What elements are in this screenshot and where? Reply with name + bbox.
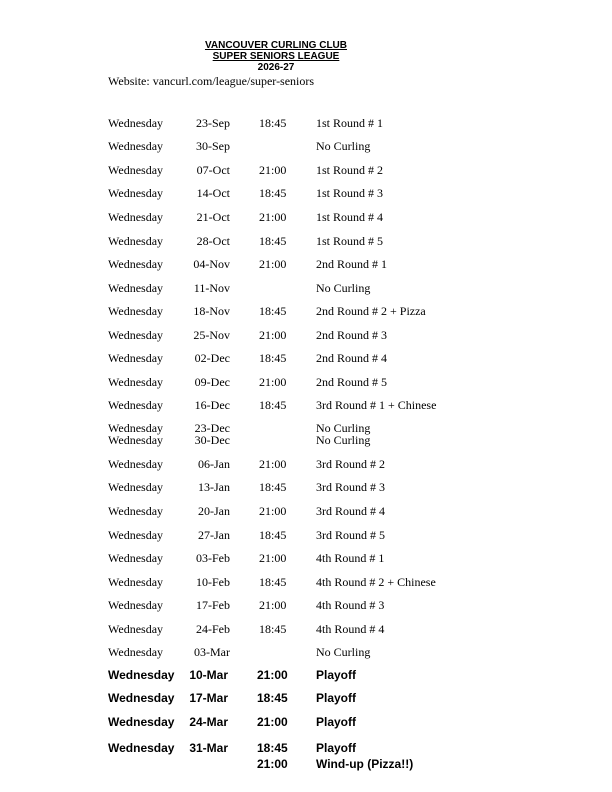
row-day: Wednesday bbox=[108, 575, 164, 589]
row-date: 03-Feb bbox=[196, 551, 230, 565]
row-time: 21:00 bbox=[257, 668, 288, 682]
row-time: 21:00 bbox=[259, 257, 287, 271]
row-event: Playoff bbox=[316, 691, 357, 705]
schedule-row bbox=[0, 234, 612, 248]
row-event: 2nd Round # 5 bbox=[316, 375, 388, 389]
schedule-row-windup bbox=[0, 757, 612, 771]
row-date: 17-Mar bbox=[189, 691, 228, 705]
row-day: Wednesday bbox=[108, 668, 175, 682]
schedule-row bbox=[0, 645, 612, 659]
row-event: 2nd Round # 4 bbox=[316, 351, 388, 365]
row-day: Wednesday bbox=[108, 551, 164, 565]
row-day: Wednesday bbox=[108, 304, 164, 318]
schedule-row bbox=[0, 281, 612, 295]
row-time: 21:00 bbox=[259, 457, 287, 471]
row-event: Wind-up (Pizza!!) bbox=[316, 757, 414, 771]
row-date: 13-Jan bbox=[198, 480, 230, 494]
row-event: 4th Round # 2 + Chinese bbox=[316, 575, 436, 589]
row-event: No Curling bbox=[316, 421, 371, 435]
row-day: Wednesday bbox=[108, 622, 164, 636]
row-date: 25-Nov bbox=[193, 328, 230, 342]
row-day: Wednesday bbox=[108, 116, 164, 130]
row-day: Wednesday bbox=[108, 139, 164, 153]
row-day: Wednesday bbox=[108, 351, 164, 365]
row-date: 03-Mar bbox=[194, 645, 230, 659]
row-event: 3rd Round # 5 bbox=[316, 528, 385, 542]
row-time: 18:45 bbox=[259, 622, 287, 636]
row-date: 10-Mar bbox=[189, 668, 228, 682]
row-event: 1st Round # 4 bbox=[316, 210, 384, 224]
row-time: 18:45 bbox=[259, 234, 287, 248]
row-day: Wednesday bbox=[108, 715, 175, 729]
row-date: 24-Feb bbox=[196, 622, 230, 636]
row-day: Wednesday bbox=[108, 480, 164, 494]
schedule-row-playoff bbox=[0, 741, 612, 755]
row-event: No Curling bbox=[316, 139, 371, 153]
row-date: 18-Nov bbox=[193, 304, 230, 318]
season: 2026-27 bbox=[257, 62, 295, 73]
row-day: Wednesday bbox=[108, 433, 164, 447]
row-date: 09-Dec bbox=[194, 375, 230, 389]
row-event: 3rd Round # 2 bbox=[316, 457, 385, 471]
schedule-row bbox=[0, 551, 612, 565]
row-event: 1st Round # 3 bbox=[316, 186, 384, 200]
row-time: 21:00 bbox=[259, 328, 287, 342]
row-event: 2nd Round # 1 bbox=[316, 257, 388, 271]
row-time: 21:00 bbox=[257, 757, 288, 771]
document-header bbox=[0, 40, 552, 73]
schedule-row bbox=[0, 304, 612, 318]
row-event: No Curling bbox=[316, 645, 371, 659]
row-time: 18:45 bbox=[259, 398, 287, 412]
row-time: 21:00 bbox=[259, 598, 287, 612]
row-event: Playoff bbox=[316, 741, 357, 755]
row-day: Wednesday bbox=[108, 328, 164, 342]
row-day: Wednesday bbox=[108, 163, 164, 177]
row-event: 3rd Round # 1 + Chinese bbox=[316, 398, 437, 412]
row-event: 3rd Round # 3 bbox=[316, 480, 385, 494]
row-event: Playoff bbox=[316, 668, 357, 682]
row-event: 1st Round # 5 bbox=[316, 234, 384, 248]
row-date: 04-Nov bbox=[193, 257, 230, 271]
club-name: VANCOUVER CURLING CLUB bbox=[204, 40, 348, 51]
schedule-row bbox=[0, 398, 612, 412]
row-date: 31-Mar bbox=[189, 741, 228, 755]
row-event: No Curling bbox=[316, 433, 371, 447]
schedule-row-playoff bbox=[0, 691, 612, 705]
schedule-row bbox=[0, 622, 612, 636]
row-day: Wednesday bbox=[108, 375, 164, 389]
row-day: Wednesday bbox=[108, 691, 175, 705]
row-day: Wednesday bbox=[108, 598, 164, 612]
row-time: 18:45 bbox=[257, 691, 288, 705]
row-date: 20-Jan bbox=[198, 504, 230, 518]
row-day: Wednesday bbox=[108, 421, 164, 435]
row-time: 21:00 bbox=[257, 715, 288, 729]
schedule-row bbox=[0, 257, 612, 271]
row-time: 18:45 bbox=[259, 116, 287, 130]
schedule-row bbox=[0, 351, 612, 365]
row-date: 28-Oct bbox=[196, 234, 230, 248]
row-date: 06-Jan bbox=[198, 457, 230, 471]
row-time: 21:00 bbox=[259, 210, 287, 224]
row-time: 18:45 bbox=[259, 186, 287, 200]
website-line: Website: vancurl.com/league/super-seniors bbox=[108, 74, 315, 88]
row-event: 4th Round # 3 bbox=[316, 598, 385, 612]
schedule-row bbox=[0, 598, 612, 612]
schedule-row bbox=[0, 328, 612, 342]
schedule-row-playoff bbox=[0, 668, 612, 682]
schedule-row bbox=[0, 210, 612, 224]
row-date: 14-Oct bbox=[196, 186, 230, 200]
row-day: Wednesday bbox=[108, 234, 164, 248]
row-date: 23-Sep bbox=[196, 116, 230, 130]
schedule-row bbox=[0, 504, 612, 518]
schedule-row bbox=[0, 433, 612, 447]
row-date: 16-Dec bbox=[194, 398, 230, 412]
schedule-row-playoff bbox=[0, 715, 612, 729]
row-event: 1st Round # 1 bbox=[316, 116, 384, 130]
row-date: 30-Dec bbox=[194, 433, 230, 447]
league-name: SUPER SENIORS LEAGUE bbox=[212, 51, 340, 62]
schedule-row bbox=[0, 457, 612, 471]
row-date: 21-Oct bbox=[196, 210, 230, 224]
row-day: Wednesday bbox=[108, 504, 164, 518]
row-event: No Curling bbox=[316, 281, 371, 295]
row-event: Playoff bbox=[316, 715, 357, 729]
schedule-row bbox=[0, 575, 612, 589]
row-event: 4th Round # 1 bbox=[316, 551, 385, 565]
row-event: 2nd Round # 2 + Pizza bbox=[316, 304, 426, 318]
schedule-row bbox=[0, 528, 612, 542]
row-time: 21:00 bbox=[259, 504, 287, 518]
row-date: 17-Feb bbox=[196, 598, 230, 612]
row-date: 11-Nov bbox=[193, 281, 230, 295]
row-date: 02-Dec bbox=[194, 351, 230, 365]
row-time: 18:45 bbox=[259, 575, 287, 589]
row-day: Wednesday bbox=[108, 457, 164, 471]
schedule-row bbox=[0, 480, 612, 494]
row-event: 1st Round # 2 bbox=[316, 163, 384, 177]
row-date: 23-Dec bbox=[194, 421, 230, 435]
row-time: 21:00 bbox=[259, 551, 287, 565]
schedule-row bbox=[0, 186, 612, 200]
row-time: 18:45 bbox=[257, 741, 288, 755]
row-day: Wednesday bbox=[108, 281, 164, 295]
row-event: 3rd Round # 4 bbox=[316, 504, 385, 518]
row-time: 18:45 bbox=[259, 304, 287, 318]
row-time: 18:45 bbox=[259, 351, 287, 365]
row-day: Wednesday bbox=[108, 257, 164, 271]
row-event: 4th Round # 4 bbox=[316, 622, 385, 636]
schedule-row bbox=[0, 139, 612, 153]
row-day: Wednesday bbox=[108, 528, 164, 542]
row-time: 18:45 bbox=[259, 528, 287, 542]
row-day: Wednesday bbox=[108, 741, 175, 755]
row-time: 21:00 bbox=[259, 375, 287, 389]
row-date: 07-Oct bbox=[196, 163, 230, 177]
schedule-row bbox=[0, 116, 612, 130]
row-day: Wednesday bbox=[108, 210, 164, 224]
row-date: 27-Jan bbox=[198, 528, 230, 542]
row-day: Wednesday bbox=[108, 645, 164, 659]
row-event: 2nd Round # 3 bbox=[316, 328, 388, 342]
row-time: 21:00 bbox=[259, 163, 287, 177]
row-date: 24-Mar bbox=[189, 715, 228, 729]
row-day: Wednesday bbox=[108, 398, 164, 412]
row-time: 18:45 bbox=[259, 480, 287, 494]
schedule-row bbox=[0, 163, 612, 177]
row-date: 10-Feb bbox=[196, 575, 230, 589]
schedule-row bbox=[0, 375, 612, 389]
row-day: Wednesday bbox=[108, 186, 164, 200]
row-date: 30-Sep bbox=[196, 139, 230, 153]
